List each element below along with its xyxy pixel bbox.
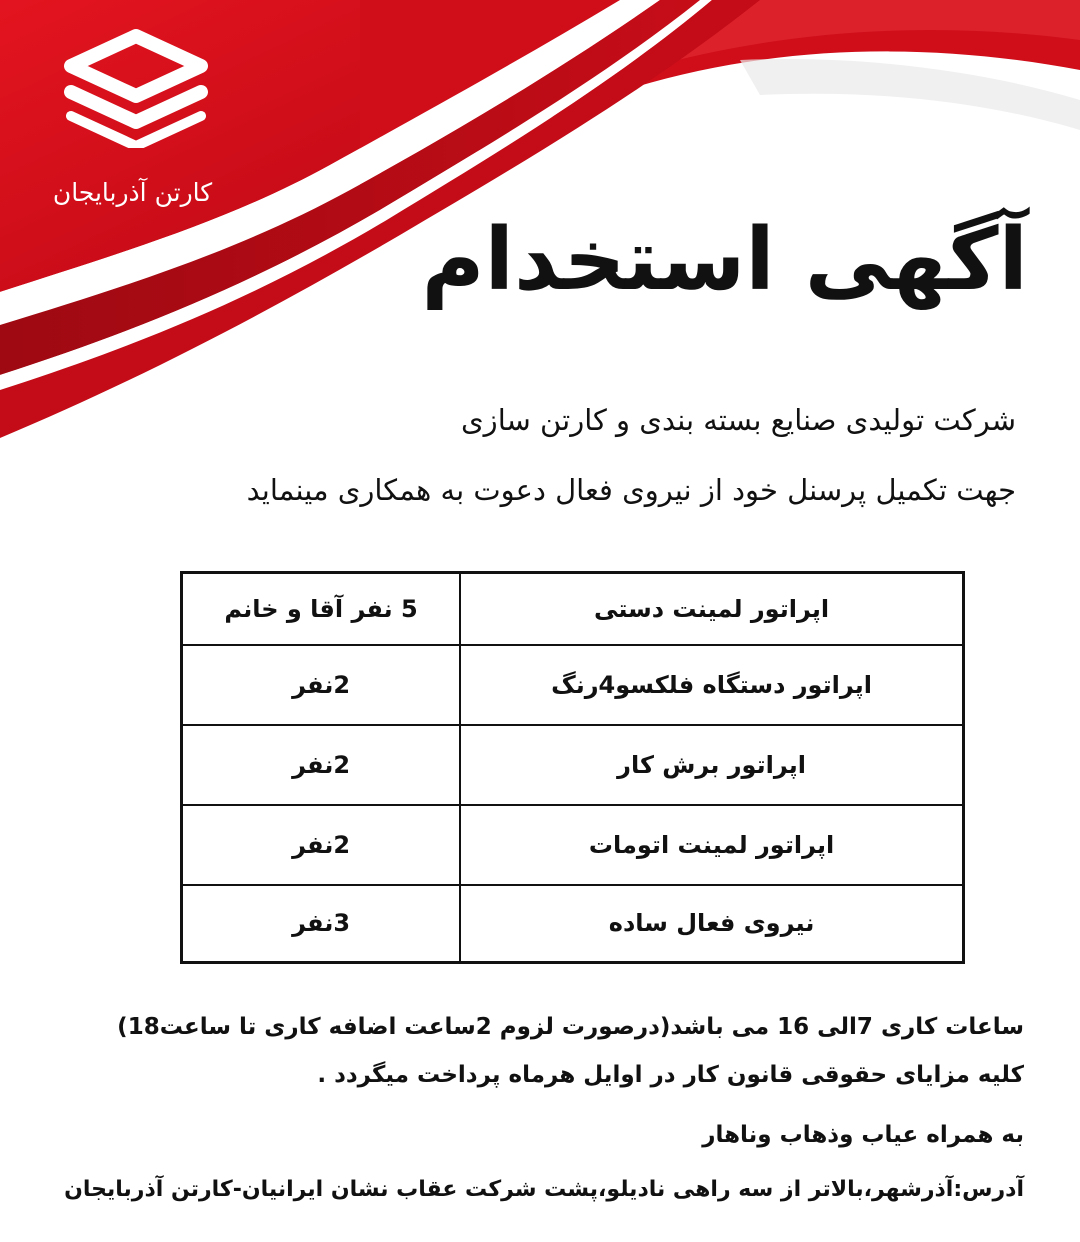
logo-wordmark: کارتن آذربایجان bbox=[52, 178, 213, 207]
position-role: نیروی فعال ساده bbox=[460, 885, 963, 963]
position-count: 2نفر bbox=[182, 805, 461, 885]
benefits-text: کلیه مزایای حقوقی قانون کار در اوایل هرماه پرداخت میگردد . bbox=[317, 1062, 1024, 1088]
address-text: آدرس:آذرشهر،بالاتر از سه راهی نادیلو،پشت شرکت عقاب نشان ایرانیان-کارتن آذربایجان bbox=[64, 1177, 1024, 1202]
transport-meal-text: به همراه عیاب وذهاب وناهار bbox=[702, 1122, 1024, 1148]
position-count: 2نفر bbox=[182, 725, 461, 805]
position-role: اپراتور دستگاه فلکسو4رنگ bbox=[460, 645, 963, 725]
position-role: اپراتور لمینت دستی bbox=[460, 573, 963, 645]
table-row bbox=[182, 885, 964, 963]
table-row bbox=[182, 573, 964, 645]
table-row bbox=[182, 805, 964, 885]
company-logo bbox=[45, 28, 225, 207]
position-count: 5 نفر آقا و خانم bbox=[182, 573, 461, 645]
page-title: آگهی استخدام bbox=[421, 210, 1028, 310]
table-row bbox=[182, 725, 964, 805]
intro-invitation-line: جهت تکمیل پرسنل خود از نیروی فعال دعوت به همکاری مینماید bbox=[246, 473, 1016, 507]
position-role: اپراتور لمینت اتومات bbox=[460, 805, 963, 885]
position-role: اپراتور برش کار bbox=[460, 725, 963, 805]
position-count: 2نفر bbox=[182, 645, 461, 725]
working-hours-text: ساعات کاری 7الی 16 می باشد(درصورت لزوم 2ساعت اضافه کاری تا ساعت18) bbox=[117, 1014, 1024, 1040]
table-row bbox=[182, 645, 964, 725]
position-count: 3نفر bbox=[182, 885, 461, 963]
positions-table bbox=[180, 571, 965, 964]
intro-company-line: شرکت تولیدی صنایع بسته بندی و کارتن سازی bbox=[460, 403, 1016, 437]
stacked-layers-icon bbox=[61, 28, 211, 148]
